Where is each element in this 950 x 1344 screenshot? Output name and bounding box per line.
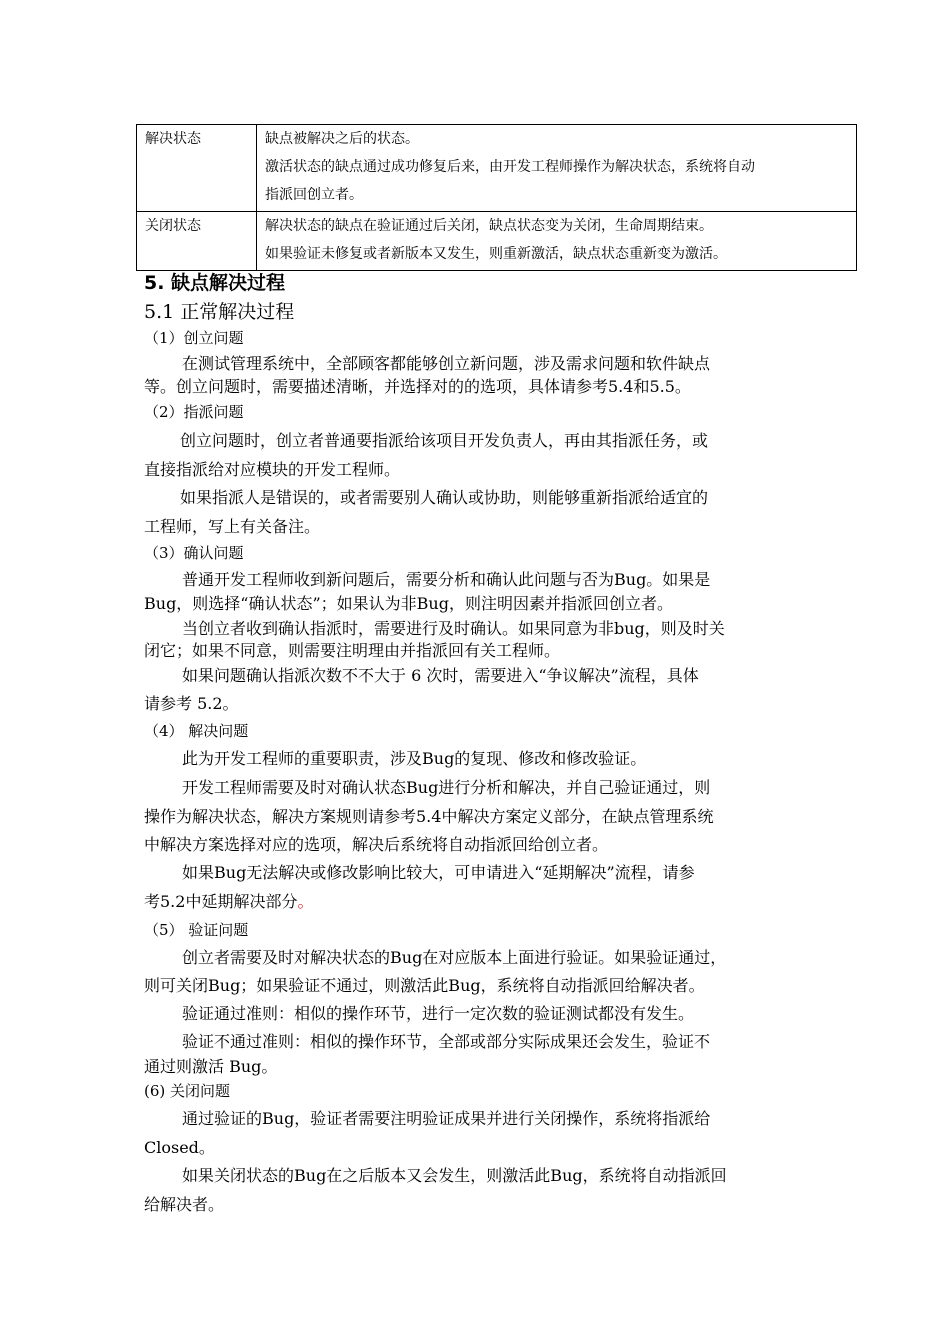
- paragraph-line: 当创立者收到确认指派时，需要进行及时确认。如果同意为非bug，则及时关: [182, 619, 725, 638]
- paragraph-line: Closed。: [144, 1138, 215, 1157]
- step-title-resolve: （4） 解决问题: [144, 722, 249, 740]
- state-table: [136, 124, 857, 271]
- paragraph-line: 如果问题确认指派次数不不大于 6 次时，需要进入“争议解决”流程，具体: [182, 666, 699, 685]
- paragraph-line: 如果关闭状态的Bug在之后版本又会发生，则激活此Bug，系统将自动指派回: [182, 1166, 727, 1185]
- paragraph-line: 此为开发工程师的重要职责，涉及Bug的复现、修改和修改验证。: [182, 749, 647, 768]
- description-line: 激活状态的缺点通过成功修复后来，由开发工程师操作为解决状态，系统将自动: [265, 159, 755, 175]
- state-name: 关闭状态: [137, 212, 257, 271]
- state-name: 解决状态: [137, 125, 257, 212]
- paragraph-line: 验证通过准则：相似的操作环节，进行一定次数的验证测试都没有发生。: [182, 1004, 695, 1023]
- table-row: [137, 212, 857, 271]
- paragraph-line: 如果指派人是错误的，或者需要别人确认或协助，则能够重新指派给适宜的: [180, 488, 709, 507]
- paragraph-text: 考5.2中延期解决部分: [144, 892, 298, 911]
- paragraph-line: 等。创立问题时，需要描述清晰，并选择对的的选项，具体请参考5.4和5.5。: [144, 377, 691, 396]
- paragraph-line: [144, 889, 313, 912]
- state-description: [257, 212, 857, 271]
- paragraph-line: 在测试管理系统中，全部顾客都能够创立新问题，涉及需求问题和软件缺点: [182, 354, 711, 373]
- section-title: 5. 缺点解决过程: [144, 272, 286, 294]
- paragraph-line: 开发工程师需要及时对确认状态Bug进行分析和解决，并自己验证通过，则: [182, 778, 711, 797]
- paragraph-line: 创立者需要及时对解决状态的Bug在对应版本上面进行验证。如果验证通过，: [182, 948, 727, 967]
- paragraph-line: 普通开发工程师收到新问题后，需要分析和确认此问题与否为Bug。如果是: [182, 570, 711, 589]
- paragraph-line: 给解决者。: [144, 1195, 225, 1214]
- paragraph-line: 通过则激活 Bug。: [144, 1057, 278, 1076]
- step-title-assign: （2）指派问题: [144, 403, 244, 421]
- paragraph-line: 则可关闭Bug；如果验证不通过，则激活此Bug，系统将自动指派回给解决者。: [144, 976, 705, 995]
- state-description: [257, 125, 857, 212]
- description-line: 缺点被解决之后的状态。: [265, 131, 419, 147]
- red-period: 。: [297, 892, 314, 911]
- paragraph-line: 请参考 5.2。: [144, 694, 239, 713]
- table-row: [137, 125, 857, 212]
- description-line: 如果验证未修复或者新版本又发生，则重新激活，缺点状态重新变为激活。: [265, 246, 727, 262]
- paragraph-line: 中解决方案选择对应的选项，解决后系统将自动指派回给创立者。: [144, 835, 609, 854]
- paragraph-line: 直接指派给对应模块的开发工程师。: [144, 460, 401, 479]
- paragraph-line: 工程师，写上有关备注。: [144, 517, 321, 536]
- step-title-create: （1）创立问题: [144, 329, 244, 347]
- paragraph-line: 闭它；如果不同意，则需要注明理由并指派回有关工程师。: [144, 641, 561, 660]
- step-title-close: (6) 关闭问题: [144, 1082, 231, 1100]
- step-title-verify: （5） 验证问题: [144, 921, 249, 939]
- paragraph-line: Bug，则选择“确认状态”；如果认为非Bug，则注明因素并指派回创立者。: [144, 594, 673, 613]
- description-line: 解决状态的缺点在验证通过后关闭，缺点状态变为关闭，生命周期结束。: [265, 218, 713, 234]
- paragraph-line: 如果Bug无法解决或修改影响比较大，可申请进入“延期解决”流程，请参: [182, 863, 695, 882]
- subsection-title: 5.1 正常解决过程: [144, 301, 295, 323]
- paragraph-line: 验证不通过准则：相似的操作环节，全部或部分实际成果还会发生，验证不: [182, 1032, 711, 1051]
- description-line: 指派回创立者。: [265, 187, 363, 203]
- paragraph-line: 操作为解决状态，解决方案规则请参考5.4中解决方案定义部分，在缺点管理系统: [144, 807, 714, 826]
- paragraph-line: 通过验证的Bug，验证者需要注明验证成果并进行关闭操作，系统将指派给: [182, 1109, 711, 1128]
- paragraph-line: 创立问题时，创立者普通要指派给该项目开发负责人，再由其指派任务，或: [180, 431, 709, 450]
- step-title-confirm: （3）确认问题: [144, 544, 244, 562]
